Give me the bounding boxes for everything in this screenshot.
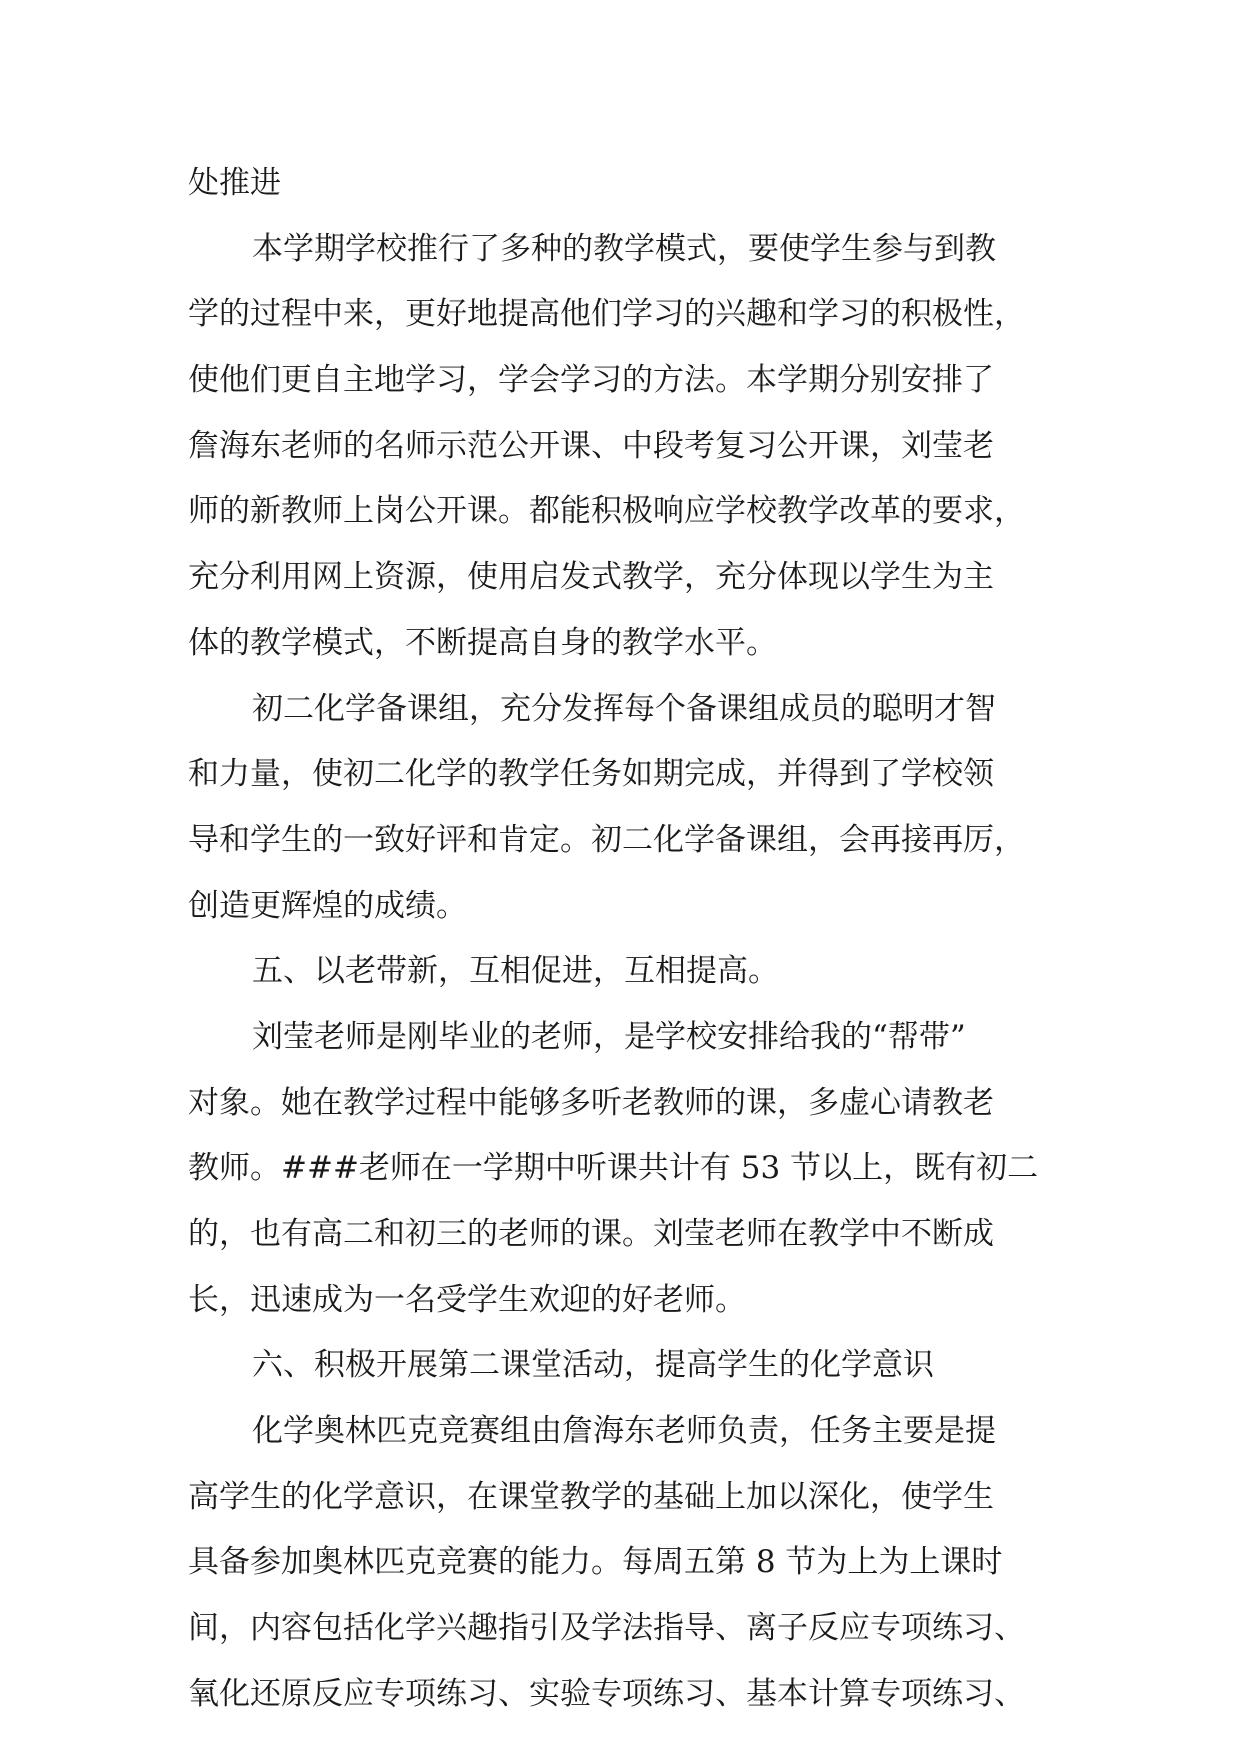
- text-line: 体的教学模式，不断提高自身的教学水平。: [188, 624, 777, 661]
- section-heading: 六、积极开展第二课堂活动，提高学生的化学意识: [252, 1347, 934, 1384]
- text-line: 间，内容包括化学兴趣指引及学法指导、离子反应专项练习、: [188, 1610, 1025, 1647]
- text-line: 氧化还原反应专项练习、实验专项练习、基本计算专项练习、: [188, 1675, 1025, 1712]
- paragraph-first-line: 化学奥林匹克竞赛组由詹海东老师负责，任务主要是提: [252, 1413, 996, 1450]
- text-line: 具备参加奥林匹克竞赛的能力。每周五第 8 节为上为上课时: [188, 1544, 1003, 1581]
- section-heading: 五、以老带新，互相促进，互相提高。: [252, 953, 779, 990]
- text-line: 充分利用网上资源，使用启发式教学，充分体现以学生为主: [188, 559, 994, 596]
- text-line: 詹海东老师的名师示范公开课、中段考复习公开课，刘莹老: [188, 427, 994, 464]
- text-line: 的，也有高二和初三的老师的课。刘莹老师在教学中不断成: [188, 1216, 994, 1252]
- text-line: 导和学生的一致好评和肯定。初二化学备课组，会再接再厉，: [188, 821, 1025, 858]
- paragraph-first-line: 刘莹老师是刚毕业的老师，是学校安排给我的“帮带”: [252, 1018, 966, 1055]
- text-line: 处推进: [188, 165, 281, 201]
- paragraph-first-line: 本学期学校推行了多种的教学模式，要使学生参与到教: [252, 230, 996, 267]
- text-line: 对象。她在教学过程中能够多听老教师的课，多虚心请教老: [188, 1084, 994, 1121]
- text-line: 高学生的化学意识，在课堂教学的基础上加以深化，使学生: [188, 1478, 994, 1515]
- text-line: 学的过程中来，更好地提高他们学习的兴趣和学习的积极性，: [188, 296, 1025, 333]
- text-line: 使他们更自主地学习，学会学习的方法。本学期分别安排了: [188, 362, 994, 399]
- text-line: 和力量，使初二化学的教学任务如期完成，并得到了学校领: [188, 756, 994, 793]
- body-text: [188, 151, 1078, 1728]
- text-line: 创造更辉煌的成绩。: [188, 887, 467, 924]
- text-line: 师的新教师上岗公开课。都能积极响应学校教学改革的要求，: [188, 493, 1025, 530]
- paragraph-first-line: 初二化学备课组，充分发挥每个备课组成员的聪明才智: [252, 690, 996, 727]
- text-line: 长，迅速成为一名受学生欢迎的好老师。: [188, 1281, 746, 1318]
- text-line: 教师。###老师在一学期中听课共计有 53 节以上，既有初二: [188, 1150, 1039, 1187]
